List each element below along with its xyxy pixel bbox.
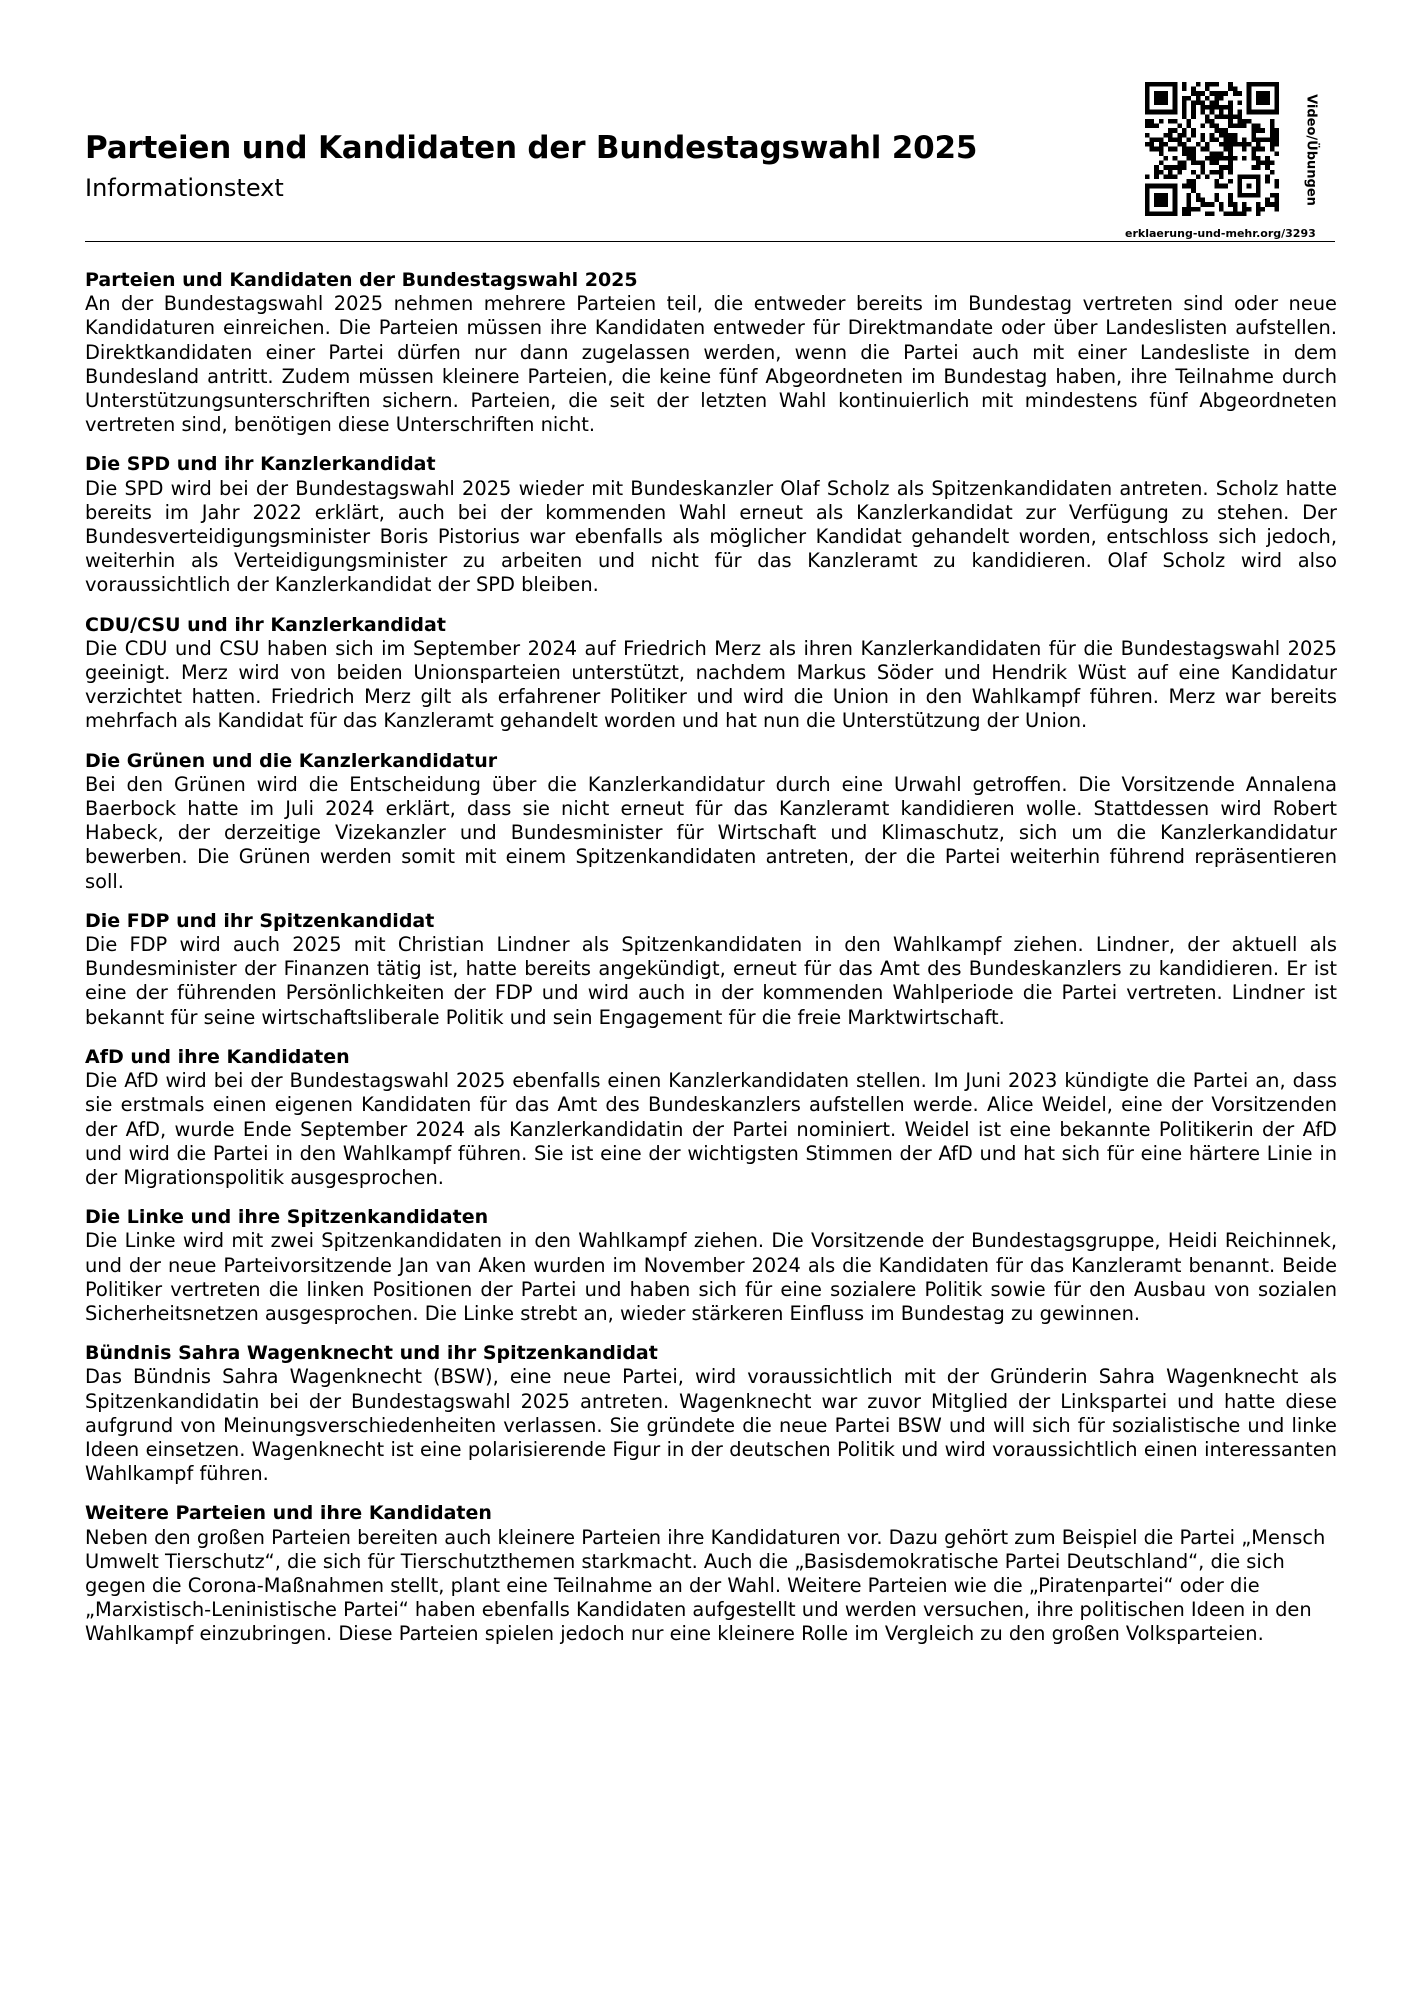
page-header: [85, 68, 1335, 246]
section-text: Neben den großen Parteien bereiten auch kleinere Parteien ihre Kandidaturen vor. Dazu gehört zum Beispiel die Partei „Mensch Umwelt Tierschutz“, die sich für Tierschutzthemen starkmacht. Auch die „Basisdemokratische Partei Deutschland“, die sich gegen die Corona-Maßnahmen stellt, plant eine Teilnahme an der Wahl. Weitere Parteien wie die „Piratenpartei“ oder die „Marxistisch-Leninistische Partei“ haben ebenfalls Kandidaten aufgestellt und werden versuchen, ihre politischen Ideen in den Wahlkampf einzubringen. Diese Parteien spielen jedoch nur eine kleinere Rolle im Vergleich zu den großen Volksparteien.: [85, 1525, 1326, 1646]
section-heading: Parteien und Kandidaten der Bundestagswahl 2025: [85, 269, 638, 291]
section-text: Die FDP wird auch 2025 mit Christian Lindner als Spitzenkandidaten in den Wahlkampf ziehen. Lindner, der aktuell als Bundesminister der Finanzen tätig ist, hatte bereits angekündigt, erneut für das Amt des Bundeskanzlers zu kandidieren. Er ist eine der führenden Persönlichkeiten der FDP und wird auch in der kommenden Wahlperiode die Partei vertreten. Lindner ist bekannt für seine wirtschaftsliberale Politik und sein Engagement für die freie Marktwirtschaft.: [85, 933, 1337, 1029]
section-heading: Die FDP und ihr Spitzenkandidat: [85, 909, 435, 932]
section-text: Die AfD wird bei der Bundestagswahl 2025 ebenfalls einen Kanzlerkandidaten stellen. Im Juni 2023 kündigte die Partei an, dass sie erstmals einen eigenen Kandidaten für das Amt des Bundeskanzlers aufstellen werde. Alice Weidel, eine der Vorsitzenden der AfD, wurde Ende September 2024 als Kanzlerkandidatin der Partei nominiert. Weidel ist eine bekannte Politikerin der AfD und wird die Partei in den Wahlkampf führen. Sie ist eine der wichtigsten Stimmen der AfD und hat sich für eine härtere Linie in der Migrationspolitik ausgesprochen.: [85, 1069, 1337, 1189]
qr-url-link[interactable]: erklaerung-und-mehr.org/3293: [1125, 227, 1316, 240]
section-text: Die SPD wird bei der Bundestagswahl 2025 wieder mit Bundeskanzler Olaf Scholz als Spitzenkandidaten antreten. Scholz hatte bereits im Jahr 2022 erklärt, auch bei der kommenden Wahl erneut als Kanzlerkandidat zur Verfügung zu stehen. Der Bundesverteidigungsminister Boris Pistorius war ebenfalls als möglicher Kandidat gehandelt worden, entschloss sich jedoch, weiterhin als Verteidigungsminister zu arbeiten und nicht für das Kanzleramt zu kandidieren. Olaf Scholz wird also voraussichtlich der Kanzlerkandidat der SPD bleiben.: [85, 476, 1337, 597]
section-spd: [85, 452, 1337, 597]
video-exercises-label: Video/Übungen: [1303, 94, 1319, 206]
section-cdu-csu: [85, 613, 1337, 734]
section-bsw: [85, 1341, 1337, 1486]
section-heading: Bündnis Sahra Wagenknecht und ihr Spitzenkandidat: [85, 1342, 658, 1365]
section-gruene: [85, 749, 1337, 894]
section-text: Die Linke wird mit zwei Spitzenkandidaten in den Wahlkampf ziehen. Die Vorsitzende der Bundestagsgruppe, Heidi Reichinnek, und der neue Parteivorsitzende Jan van Aken wurden im November 2024 als die Kandidaten für das Kanzleramt benannt. Beide Politiker vertreten die linken Positionen der Partei und haben sich für eine sozialere Politik sowie für den Ausbau von sozialen Sicherheitsnetzen ausgesprochen. Die Linke strebt an, wieder stärkeren Einfluss im Bundestag zu gewinnen.: [85, 1229, 1337, 1325]
page-title: Parteien und Kandidaten der Bundestagswahl 2025: [85, 130, 978, 166]
section-linke: [85, 1205, 1337, 1326]
section-text: Bei den Grünen wird die Entscheidung über die Kanzlerkandidatur durch eine Urwahl getroffen. Die Vorsitzende Annalena Baerbock hatte im Juli 2024 erklärt, dass sie nicht erneut für das Kanzleramt kandidieren wolle. Stattdessen wird Robert Habeck, der derzeitige Vizekanzler und Bundesminister für Wirtschaft und Klimaschutz, sich um die Kanzlerkandidatur bewerben. Die Grünen werden somit mit einem Spitzenkandidaten antreten, der die Partei weiterhin führend repräsentieren soll.: [85, 772, 1337, 893]
section-text: Das Bündnis Sahra Wagenknecht (BSW), eine neue Partei, wird voraussichtlich mit der Gründerin Sahra Wagenknecht als Spitzenkandidatin bei der Bundestagswahl 2025 antreten. Wagenknecht war zuvor Mitglied der Linkspartei und hatte diese aufgrund von Meinungsverschiedenheiten verlassen. Sie gründete die neue Partei BSW und will sich für sozialistische und linke Ideen einsetzen. Wagenknecht ist eine polarisierende Figur in der deutschen Politik und wird voraussichtlich einen interessanten Wahlkampf führen.: [85, 1365, 1337, 1486]
section-heading: Die Grünen und die Kanzlerkandidatur: [85, 749, 498, 772]
qr-code-icon[interactable]: [1145, 82, 1279, 216]
page-subtitle: Informationstext: [85, 174, 284, 202]
section-heading: Die SPD und ihr Kanzlerkandidat: [85, 453, 436, 476]
section-heading: Die Linke und ihre Spitzenkandidaten: [85, 1206, 489, 1229]
section-afd: [85, 1045, 1337, 1190]
article-body: [85, 268, 1337, 1662]
section-heading: Weitere Parteien und ihre Kandidaten: [85, 1502, 492, 1525]
section-intro: [85, 268, 1337, 437]
section-fdp: [85, 909, 1337, 1030]
section-heading: CDU/CSU und ihr Kanzlerkandidat: [85, 613, 446, 636]
section-text: Die CDU und CSU haben sich im September 2024 auf Friedrich Merz als ihren Kanzlerkandidaten für die Bundestagswahl 2025 geeinigt. Merz wird von beiden Unionsparteien unterstützt, nachdem Markus Söder und Hendrik Wüst auf eine Kandidatur verzichtet hatten. Friedrich Merz gilt als erfahrener Politiker und wird die Union in den Wahlkampf führen. Merz war bereits mehrfach als Kandidat für das Kanzleramt gehandelt worden und hat nun die Unterstützung der Union.: [85, 636, 1337, 733]
section-heading: AfD und ihre Kandidaten: [85, 1045, 350, 1068]
section-weitere-parteien: [85, 1501, 1337, 1646]
section-text: An der Bundestagswahl 2025 nehmen mehrere Parteien teil, die entweder bereits im Bundestag vertreten sind oder neue Kandidaturen einreichen. Die Parteien müssen ihre Kandidaten entweder für Direktmandate oder über Landeslisten aufstellen. Direktkandidaten einer Partei dürfen nur dann zugelassen werden, wenn die Partei auch mit einer Landesliste in dem Bundesland antritt. Zudem müssen kleinere Parteien, die keine fünf Abgeordneten im Bundestag haben, ihre Teilnahme durch Unterstützungsunterschriften sichern. Parteien, die seit der letzten Wahl kontinuierlich mit mindestens fünf Abgeordneten vertreten sind, benötigen diese Unterschriften nicht.: [85, 292, 1337, 437]
header-divider: [85, 241, 1335, 242]
